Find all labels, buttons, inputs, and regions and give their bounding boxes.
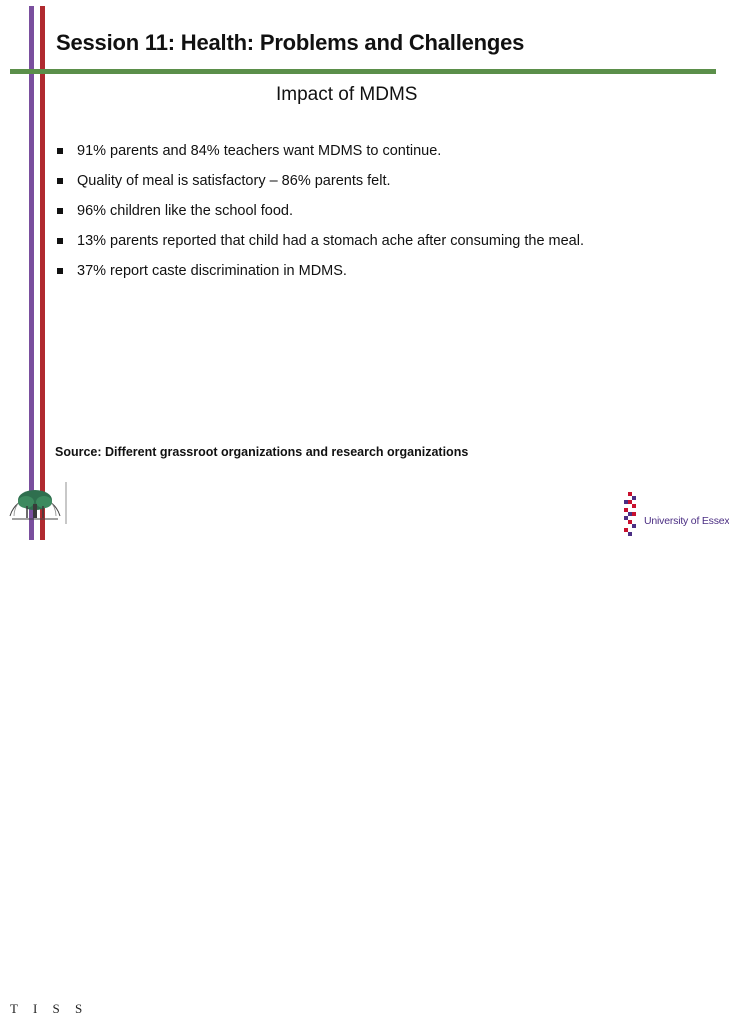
title-divider [10, 69, 716, 74]
bullet-item: 37% report caste discrimination in MDMS. [56, 260, 584, 290]
bullet-item: 13% parents reported that child had a stomach ache after consuming the meal. [56, 230, 584, 260]
decorative-purple-bar [29, 6, 34, 540]
bullet-item: Quality of meal is satisfactory – 86% parents felt. [56, 170, 584, 200]
source-note: Source: Different grassroot organizations and research organizations [55, 445, 469, 459]
slide-subtitle: Impact of MDMS [276, 84, 418, 105]
essex-checker-icon [624, 492, 640, 536]
slide-title: Session 11: Health: Problems and Challenges [56, 30, 525, 55]
banyan-tree-emblem-icon [0, 476, 70, 526]
decorative-red-bar [40, 6, 45, 540]
bullet-item: 96% children like the school food. [56, 200, 584, 230]
tiss-logo [0, 476, 89, 1016]
tiss-logo-label: T I S S [10, 1001, 89, 1016]
essex-logo-label: University of Essex [644, 515, 729, 527]
bullet-list [56, 140, 584, 290]
bullet-item: 91% parents and 84% teachers want MDMS to continue. [56, 140, 584, 170]
